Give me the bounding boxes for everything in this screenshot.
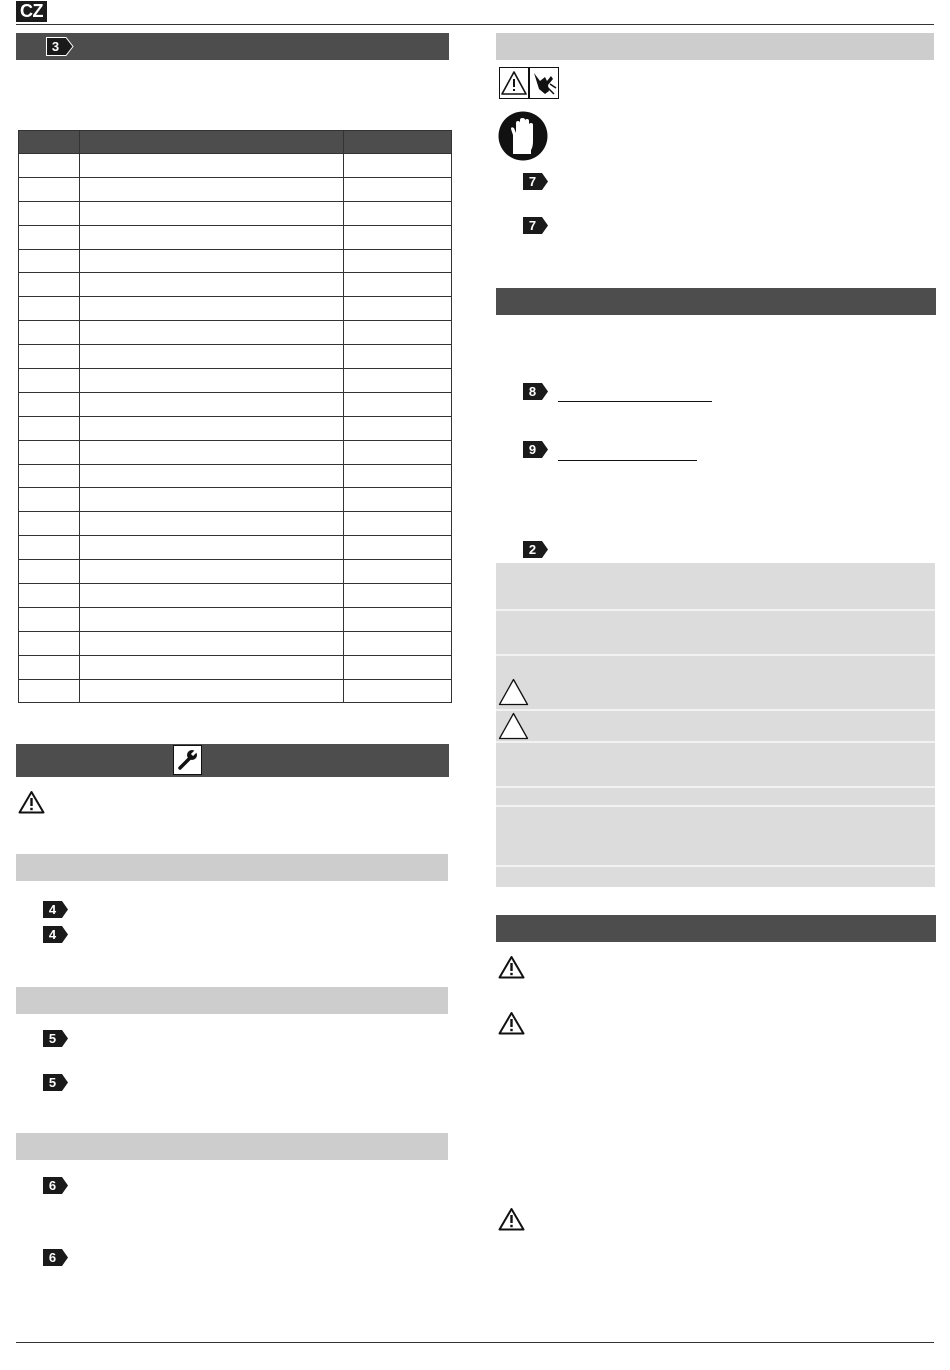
table-row	[19, 536, 452, 560]
svg-text:4: 4	[48, 902, 57, 917]
step-badge-4b	[43, 926, 69, 943]
part-number-cell	[19, 440, 80, 464]
part-quantity-cell	[344, 464, 452, 488]
part-quantity-cell	[344, 584, 452, 608]
part-description-cell	[80, 416, 344, 440]
step-badge-5b	[43, 1074, 69, 1091]
part-description-cell	[80, 249, 344, 273]
part-quantity-cell	[344, 225, 452, 249]
part-description-cell	[80, 321, 344, 345]
section-bar-right-middle	[496, 288, 936, 315]
part-number-cell	[19, 631, 80, 655]
step-badge-7a	[523, 173, 549, 190]
svg-text:9: 9	[528, 442, 537, 457]
part-description-cell	[80, 536, 344, 560]
part-number-cell	[19, 679, 80, 703]
table-row	[19, 369, 452, 393]
part-number-cell	[19, 584, 80, 608]
warning-triangle-icon	[18, 790, 45, 814]
part-number-cell	[19, 154, 80, 178]
step-badge-2	[523, 541, 549, 558]
part-number-cell	[19, 225, 80, 249]
shaded-box-divider	[496, 709, 935, 711]
part-quantity-cell	[344, 154, 452, 178]
table-row	[19, 440, 452, 464]
svg-text:3: 3	[51, 39, 60, 54]
part-description-cell	[80, 560, 344, 584]
part-number-cell	[19, 345, 80, 369]
shaded-box-divider	[496, 741, 935, 743]
part-number-cell	[19, 392, 80, 416]
svg-text:7: 7	[528, 218, 537, 233]
part-description-cell	[80, 177, 344, 201]
underline-field-b	[558, 460, 697, 461]
svg-text:8: 8	[528, 384, 537, 399]
step-badge-8	[523, 383, 549, 400]
part-number-cell	[19, 177, 80, 201]
col-quantity-header	[344, 131, 452, 154]
part-quantity-cell	[344, 297, 452, 321]
part-description-cell	[80, 464, 344, 488]
table-row	[19, 416, 452, 440]
table-row	[19, 655, 452, 679]
footer-rule	[16, 1342, 934, 1343]
table-row	[19, 488, 452, 512]
part-quantity-cell	[344, 345, 452, 369]
part-number-cell	[19, 512, 80, 536]
subsection-bar-a	[16, 854, 448, 881]
warning-triangle-icon	[498, 1207, 525, 1231]
table-row	[19, 560, 452, 584]
svg-text:7: 7	[528, 174, 537, 189]
language-code-badge: CZ	[16, 1, 47, 22]
svg-text:5: 5	[48, 1075, 57, 1090]
table-row	[19, 584, 452, 608]
table-row	[19, 273, 452, 297]
underline-field-a	[558, 401, 712, 402]
step-badge-4a	[43, 901, 69, 918]
table-row	[19, 321, 452, 345]
part-number-cell	[19, 297, 80, 321]
svg-text:4: 4	[48, 927, 57, 942]
table-row	[19, 679, 452, 703]
part-quantity-cell	[344, 321, 452, 345]
part-description-cell	[80, 655, 344, 679]
section-bar-right-bottom	[496, 915, 936, 942]
table-row	[19, 177, 452, 201]
part-quantity-cell	[344, 273, 452, 297]
part-quantity-cell	[344, 249, 452, 273]
part-quantity-cell	[344, 416, 452, 440]
figure-badge-3	[46, 37, 74, 56]
part-number-cell	[19, 560, 80, 584]
warning-triangle-icon	[498, 955, 525, 979]
step-badge-6b	[43, 1249, 69, 1266]
part-description-cell	[80, 512, 344, 536]
part-description-cell	[80, 488, 344, 512]
caution-outline-icon	[498, 712, 529, 740]
part-description-cell	[80, 369, 344, 393]
part-description-cell	[80, 607, 344, 631]
part-number-cell	[19, 321, 80, 345]
part-quantity-cell	[344, 679, 452, 703]
subsection-bar-b	[16, 987, 448, 1014]
table-row	[19, 392, 452, 416]
shaded-box-divider	[496, 609, 935, 611]
shaded-box-divider	[496, 786, 935, 788]
col-description-header	[80, 131, 344, 154]
part-description-cell	[80, 631, 344, 655]
part-quantity-cell	[344, 560, 452, 584]
part-description-cell	[80, 679, 344, 703]
part-description-cell	[80, 225, 344, 249]
part-description-cell	[80, 584, 344, 608]
caution-outline-icon	[498, 678, 529, 706]
warning-triangle-icon	[498, 1011, 525, 1035]
svg-text:5: 5	[48, 1031, 57, 1046]
part-quantity-cell	[344, 488, 452, 512]
part-number-cell	[19, 273, 80, 297]
part-number-cell	[19, 464, 80, 488]
shaded-box-divider	[496, 654, 935, 656]
part-description-cell	[80, 345, 344, 369]
part-quantity-cell	[344, 201, 452, 225]
svg-text:6: 6	[48, 1250, 57, 1265]
part-description-cell	[80, 297, 344, 321]
section-bar-figure-3	[16, 33, 449, 60]
part-quantity-cell	[344, 631, 452, 655]
part-number-cell	[19, 201, 80, 225]
step-badge-6a	[43, 1177, 69, 1194]
part-quantity-cell	[344, 392, 452, 416]
part-description-cell	[80, 201, 344, 225]
shaded-box-divider	[496, 865, 935, 867]
section-bar-maintenance	[16, 744, 449, 777]
part-number-cell	[19, 536, 80, 560]
header-rule	[16, 24, 934, 25]
table-row	[19, 512, 452, 536]
part-description-cell	[80, 273, 344, 297]
table-row	[19, 345, 452, 369]
table-row	[19, 154, 452, 178]
part-quantity-cell	[344, 177, 452, 201]
part-description-cell	[80, 440, 344, 464]
table-row	[19, 201, 452, 225]
parts-table-body	[19, 154, 452, 703]
svg-text:2: 2	[528, 542, 537, 557]
part-quantity-cell	[344, 536, 452, 560]
parts-table	[18, 130, 452, 703]
shaded-info-box	[496, 563, 935, 887]
part-description-cell	[80, 154, 344, 178]
protective-gloves-icon	[498, 111, 548, 161]
part-number-cell	[19, 655, 80, 679]
part-quantity-cell	[344, 440, 452, 464]
wrench-icon	[173, 745, 202, 775]
table-row	[19, 464, 452, 488]
part-quantity-cell	[344, 655, 452, 679]
shaded-box-divider	[496, 805, 935, 807]
step-badge-7b	[523, 217, 549, 234]
part-number-cell	[19, 607, 80, 631]
subsection-bar-c	[16, 1133, 448, 1160]
part-number-cell	[19, 416, 80, 440]
part-number-cell	[19, 488, 80, 512]
step-badge-9	[523, 441, 549, 458]
table-row	[19, 249, 452, 273]
col-number-header	[19, 131, 80, 154]
svg-text:6: 6	[48, 1178, 57, 1193]
part-quantity-cell	[344, 512, 452, 536]
table-row	[19, 297, 452, 321]
parts-table-header	[19, 131, 452, 154]
part-quantity-cell	[344, 607, 452, 631]
part-number-cell	[19, 249, 80, 273]
part-description-cell	[80, 392, 344, 416]
table-row	[19, 631, 452, 655]
part-quantity-cell	[344, 369, 452, 393]
hand-cut-hazard-icon	[499, 67, 560, 99]
part-number-cell	[19, 369, 80, 393]
table-row	[19, 607, 452, 631]
step-badge-5a	[43, 1030, 69, 1047]
subsection-bar-right-top	[496, 33, 934, 60]
table-row	[19, 225, 452, 249]
